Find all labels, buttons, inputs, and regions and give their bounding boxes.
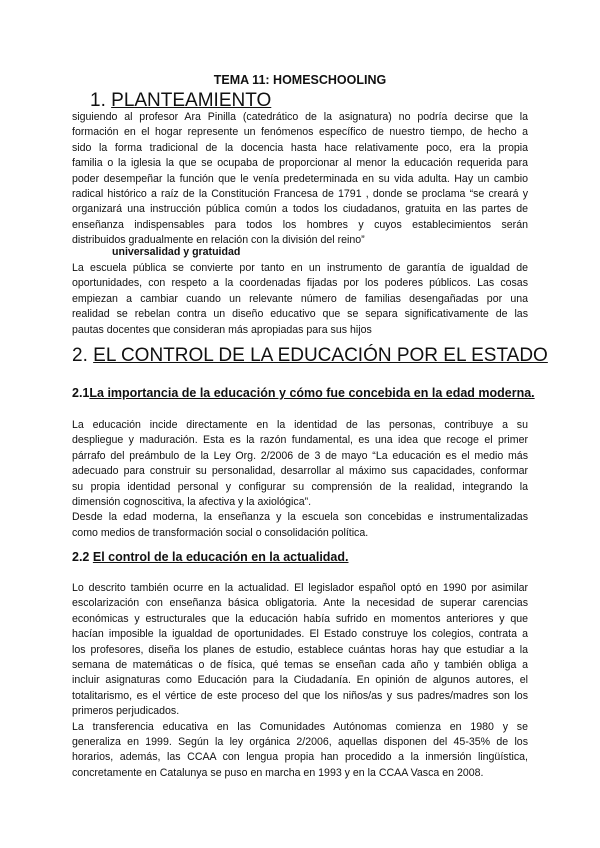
paragraph-line: semana de matemáticas o de física, qué temas se enseñan cada año y también obliga a — [72, 659, 528, 672]
paragraph-3 — [72, 418, 528, 541]
paragraph-line: La escuela pública se convierte por tanto en un instrumento de garantía de igualdad de — [72, 262, 528, 274]
section-1-number: 1. — [90, 90, 106, 111]
section-1-heading — [90, 90, 271, 112]
section-2-title: EL CONTROL DE LA EDUCACIÓN POR EL ESTADO — [93, 345, 548, 366]
paragraph-line: familia o la iglesia la que se ocupaba de proporcionar al menor la educación requerida para — [72, 157, 528, 170]
paragraph-line: empiezan a cambiar cuando un relevante número de familias desengañadas por una — [72, 292, 528, 305]
paragraph-line: concretamente en Catalunya se puso en marcha en 1993 y en la CCAA Vasca en 2008. — [72, 766, 484, 779]
paragraph-line: primeros perjudicados. — [72, 705, 180, 718]
paragraph-line: despliegue y maduración. Esta es la razón fundamental, es una idea que recoge el primer — [72, 434, 528, 447]
section-1-title: PLANTEAMIENTO — [111, 90, 272, 111]
document-title: TEMA 11: HOMESCHOOLING — [213, 73, 387, 87]
section-2-heading — [72, 345, 548, 367]
bold-subheading: universalidad y gratuidad — [112, 246, 241, 258]
paragraph-line: incluir asignaturas como Educación para la Ciudadanía. En opinión de algunos autores, el — [72, 674, 528, 687]
subsection-2-1-number: 2.1 — [72, 386, 90, 400]
paragraph-line: adecuado para construir su personalidad, desarrollar al máximo sus capacidades, conformar — [72, 465, 528, 478]
subsection-2-2-number: 2.2 — [72, 550, 90, 564]
paragraph-2 — [72, 261, 528, 338]
paragraph-line: dimensión cognoscitiva, la afectiva y la axiológica”. — [72, 496, 312, 509]
paragraph-line: enseñanza indispensables para todos los hombres y cuyos establecimientos serán — [72, 218, 528, 231]
paragraph-line: los profesores, diseña los planes de estudio, establece cuántas horas hay que estudiar a la — [72, 643, 528, 656]
paragraph-line: distribuidos gradualmente en relación con la división del reino” — [72, 234, 365, 247]
subsection-2-2-heading — [72, 550, 349, 564]
paragraph-1 — [72, 110, 528, 249]
paragraph-line: generaliza en 1999. Según la ley orgánica 2/2006, aquellas disponen del 45-35% de los — [72, 736, 528, 749]
paragraph-line: su propia identidad personal y configurar su comprensión de la realidad, integrando la — [72, 480, 528, 493]
section-2-number: 2. — [72, 345, 88, 366]
subsection-2-2-title: El control de la educación en la actualidad. — [92, 550, 349, 564]
subsection-2-1-heading — [72, 386, 535, 400]
paragraph-line: escolarización con enseñanza básica obligatoria. Ante la necesidad de superar carencias — [72, 597, 528, 610]
paragraph-line: siguiendo al profesor Ara Pinilla (catedrático de la asignatura) no podría decirse que la — [72, 111, 528, 123]
subsection-2-1-title: La importancia de la educación y cómo fue concebida en la edad moderna. — [89, 386, 535, 400]
paragraph-line: sido la forma tradicional de la docencia hasta hace relativamente poco, era la propia — [72, 141, 528, 154]
paragraph-line: organizará una instrucción pública común a todos los ciudadanos, gratuita en las partes de — [72, 203, 528, 216]
paragraph-line: Desde la edad moderna, la enseñanza y la escuela son concebidas e instrumentalizadas — [72, 511, 528, 524]
paragraph-line: Lo descrito también ocurre en la actualidad. El legislador español optó en 1990 por asimilar — [72, 582, 528, 594]
paragraph-line: radical histórico a raíz de la Constitución Francesa de 1791 , donde se proclama “se creará y — [72, 188, 528, 201]
paragraph-line: párrafo del preámbulo de la Ley Org. 2/2006 de 3 de mayo “La educación es el medio más — [72, 449, 528, 462]
paragraph-line: poder desempeñar la función que le venía predeterminada en su vida adulta. Hay un cambio — [72, 172, 528, 185]
paragraph-line: económicas y estructurales que la educación había sufrido en momentos anteriores y que — [72, 612, 528, 625]
paragraph-line: hacían imposible la igualdad de oportunidades. El Estado construye los colegios, contrata a — [72, 628, 528, 641]
paragraph-line: realidad se rebelan contra un diseño educativo que se separa significativamente de las — [72, 308, 528, 321]
paragraph-line: formación en el hogar represente un fenómenos específico de nuestro tiempo, de hecho a — [72, 126, 528, 139]
paragraph-line: horarios, además, las CCAA con lengua propia han procedido a la inmersión lingüística, — [72, 751, 528, 764]
paragraph-line: pautas docentes que consideran más apropiadas para sus hijos — [72, 323, 372, 336]
paragraph-line: totalitarismo, es el vértice de este proceso del que los niños/as y sus padres/madres son los — [72, 689, 528, 702]
paragraph-line: La transferencia educativa en las Comunidades Autónomas comienza en 1980 y se — [72, 720, 528, 733]
paragraph-line: oportunidades, con respeto a la coordenadas fijadas por los poderes públicos. Las cosas — [72, 277, 528, 290]
paragraph-line: La educación incide directamente en la identidad de las personas, contribuye a su — [72, 419, 528, 431]
paragraph-line: como medios de transformación social o consolidación política. — [72, 526, 369, 539]
paragraph-4 — [72, 581, 528, 781]
